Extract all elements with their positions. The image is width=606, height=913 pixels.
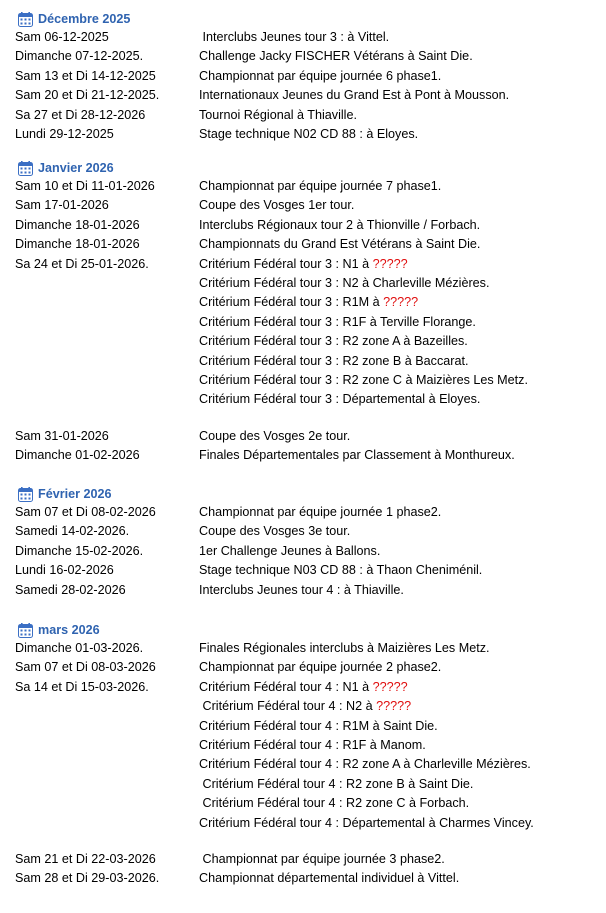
event-date: Sa 27 et Di 28-12-2026	[15, 107, 146, 122]
calendar-icon	[18, 623, 33, 638]
event-row	[0, 125, 606, 144]
event-date: Sam 10 et Di 11-01-2026	[15, 179, 155, 193]
event-description	[199, 446, 515, 465]
event-date: Dimanche 18-01-2026	[15, 237, 140, 252]
event-description	[199, 371, 528, 390]
event-row	[0, 196, 606, 215]
event-text: Finales Régionales interclubs à Maizières Les Metz.	[199, 641, 490, 655]
event-text: Critérium Fédéral tour 4 : R1F à Manom.	[199, 738, 426, 752]
unknown-venue: ?????	[376, 699, 412, 714]
month-title: Janvier 2026	[38, 161, 114, 175]
month-header	[18, 485, 112, 503]
event-date: Sam 21 et Di 22-03-2026	[15, 852, 156, 866]
event-description	[199, 47, 473, 66]
event-text: Critérium Fédéral tour 4 : R1M à Saint Die.	[199, 718, 438, 733]
event-row	[0, 561, 606, 580]
event-text: Critérium Fédéral tour 3 : R1F à Terville Florange.	[199, 314, 476, 329]
event-description	[199, 639, 490, 658]
event-row	[0, 177, 606, 196]
event-text: Critérium Fédéral tour 3 : R2 zone B à Baccarat.	[199, 353, 469, 368]
event-description	[199, 216, 480, 235]
event-description	[199, 736, 426, 755]
event-date: Sam 13 et Di 14-12-2025	[15, 68, 156, 83]
event-date: Sam 07 et Di 08-03-2026	[15, 660, 156, 675]
event-row	[0, 390, 606, 409]
event-description	[199, 814, 534, 833]
event-date: Sam 06-12-2025	[15, 30, 109, 44]
event-text: Critérium Fédéral tour 4 : Départemental à Charmes Vincey.	[199, 815, 534, 830]
event-date: Dimanche 01-03-2026.	[15, 641, 144, 655]
event-row	[0, 581, 606, 600]
event-description	[199, 28, 389, 47]
event-date: Dimanche 15-02-2026.	[15, 543, 144, 558]
event-description	[199, 255, 408, 274]
event-text: Championnats du Grand Est Vétérans à Saint Die.	[199, 237, 481, 252]
event-date: Sam 28 et Di 29-03-2026.	[15, 871, 160, 886]
event-text: Interclubs Régionaux tour 2 à Thionville / Forbach.	[199, 217, 481, 232]
event-text: Interclubs Jeunes tour 4 : à Thiaville.	[199, 582, 404, 597]
event-description	[199, 522, 350, 541]
event-text: Interclubs Jeunes tour 3 : à Vittel.	[199, 30, 390, 44]
event-description	[199, 274, 489, 293]
event-row	[0, 293, 606, 312]
event-row	[0, 446, 606, 465]
event-text: Critérium Fédéral tour 3 : N2 à Charleville Mézières.	[199, 276, 490, 290]
event-description	[199, 775, 473, 794]
event-date: Sam 20 et Di 21-12-2025.	[15, 88, 160, 103]
event-date: Samedi 14-02-2026.	[15, 524, 130, 539]
event-row	[0, 736, 606, 755]
event-row	[0, 503, 606, 522]
event-description	[199, 697, 411, 716]
event-date: Samedi 28-02-2026	[15, 582, 126, 597]
event-row	[0, 869, 606, 888]
event-date: Dimanche 18-01-2026	[15, 217, 140, 232]
event-text: Finales Départementales par Classement à Monthureux.	[199, 448, 515, 463]
event-description	[199, 794, 469, 813]
event-description	[199, 196, 354, 215]
event-description	[199, 658, 441, 677]
event-row	[0, 542, 606, 561]
event-text: Critérium Fédéral tour 3 : R1M à	[199, 295, 384, 310]
event-text: Internationaux Jeunes du Grand Est à Pont à Mousson.	[199, 88, 510, 103]
event-text: Coupe des Vosges 2e tour.	[199, 428, 351, 443]
unknown-venue: ?????	[372, 256, 408, 271]
event-row	[0, 216, 606, 235]
month-title: Décembre 2025	[38, 12, 131, 26]
event-date: Sa 24 et Di 25-01-2026.	[15, 256, 149, 271]
event-row	[0, 658, 606, 677]
event-row	[0, 371, 606, 390]
event-text: Critérium Fédéral tour 3 : N1 à	[199, 256, 373, 271]
event-row	[0, 235, 606, 254]
event-text: Coupe des Vosges 1er tour.	[199, 198, 355, 213]
event-description	[199, 561, 482, 580]
event-text: Stage technique N03 CD 88 : à Thaon Cheniménil.	[199, 563, 483, 578]
event-row	[0, 313, 606, 332]
event-row	[0, 274, 606, 293]
calendar-icon	[18, 12, 33, 27]
event-description	[199, 125, 418, 144]
event-description	[199, 332, 468, 351]
event-description	[199, 86, 509, 105]
event-row	[0, 332, 606, 351]
event-description	[199, 869, 459, 888]
event-row	[0, 67, 606, 86]
event-row	[0, 850, 606, 869]
event-text: Critérium Fédéral tour 4 : N1 à	[199, 679, 373, 694]
event-date: Dimanche 01-02-2026	[15, 448, 140, 463]
event-text: Critérium Fédéral tour 4 : N2 à	[199, 699, 377, 714]
event-text: Championnat départemental individuel à Vittel.	[199, 871, 460, 886]
event-description	[199, 542, 380, 561]
event-date: Sam 31-01-2026	[15, 428, 109, 443]
event-row	[0, 352, 606, 371]
event-row	[0, 86, 606, 105]
event-description	[199, 235, 480, 254]
month-title: mars 2026	[38, 623, 100, 637]
event-text: Critérium Fédéral tour 4 : R2 zone A à Charleville Mézières.	[199, 757, 531, 772]
unknown-venue: ?????	[372, 679, 408, 694]
event-description	[199, 313, 476, 332]
event-description	[199, 352, 468, 371]
event-text: Championnat par équipe journée 2 phase2.	[199, 660, 442, 675]
event-text: Championnat par équipe journée 3 phase2.	[199, 852, 445, 866]
event-date: Lundi 16-02-2026	[15, 563, 114, 578]
month-header	[18, 10, 130, 28]
event-date: Lundi 29-12-2025	[15, 127, 114, 141]
event-text: 1er Challenge Jeunes à Ballons.	[199, 543, 381, 558]
event-description	[199, 293, 418, 312]
event-text: Championnat par équipe journée 1 phase2.	[199, 505, 442, 519]
calendar-icon	[18, 161, 33, 176]
event-row	[0, 697, 606, 716]
event-row	[0, 678, 606, 697]
unknown-venue: ?????	[383, 295, 419, 310]
event-description	[199, 427, 350, 446]
event-row	[0, 794, 606, 813]
event-description	[199, 581, 404, 600]
event-row	[0, 28, 606, 47]
event-description	[199, 717, 438, 736]
event-description	[199, 755, 531, 774]
event-date: Dimanche 07-12-2025.	[15, 49, 144, 64]
event-description	[199, 503, 441, 522]
event-text: Critérium Fédéral tour 3 : R2 zone C à Maizières Les Metz.	[199, 373, 528, 387]
event-date: Sa 14 et Di 15-03-2026.	[15, 679, 149, 694]
event-row	[0, 427, 606, 446]
event-row	[0, 47, 606, 66]
event-row	[0, 814, 606, 833]
month-title: Février 2026	[38, 487, 112, 501]
event-row	[0, 106, 606, 125]
calendar-icon	[18, 487, 33, 502]
event-row	[0, 717, 606, 736]
event-description	[199, 67, 441, 86]
event-description	[199, 850, 445, 869]
event-text: Coupe des Vosges 3e tour.	[199, 524, 351, 539]
month-header	[18, 621, 100, 639]
event-text: Tournoi Régional à Thiaville.	[199, 107, 357, 122]
event-text: Championnat par équipe journée 7 phase1.	[199, 179, 442, 193]
event-date: Sam 17-01-2026	[15, 198, 109, 213]
event-date: Sam 07 et Di 08-02-2026	[15, 505, 156, 519]
event-description	[199, 177, 441, 196]
event-row	[0, 522, 606, 541]
event-text: Championnat par équipe journée 6 phase1.	[199, 68, 442, 83]
event-text: Challenge Jacky FISCHER Vétérans à Saint Die.	[199, 49, 473, 64]
month-header	[18, 159, 114, 177]
event-row	[0, 755, 606, 774]
event-text: Stage technique N02 CD 88 : à Eloyes.	[199, 127, 419, 141]
event-text: Critérium Fédéral tour 3 : Départemental à Eloyes.	[199, 392, 481, 407]
event-description	[199, 390, 480, 409]
event-description	[199, 678, 408, 697]
event-row	[0, 255, 606, 274]
event-description	[199, 106, 357, 125]
event-row	[0, 775, 606, 794]
event-row	[0, 639, 606, 658]
event-text: Critérium Fédéral tour 4 : R2 zone B à Saint Die.	[199, 776, 474, 791]
event-text: Critérium Fédéral tour 4 : R2 zone C à Forbach.	[199, 796, 470, 811]
event-text: Critérium Fédéral tour 3 : R2 zone A à Bazeilles.	[199, 334, 468, 349]
